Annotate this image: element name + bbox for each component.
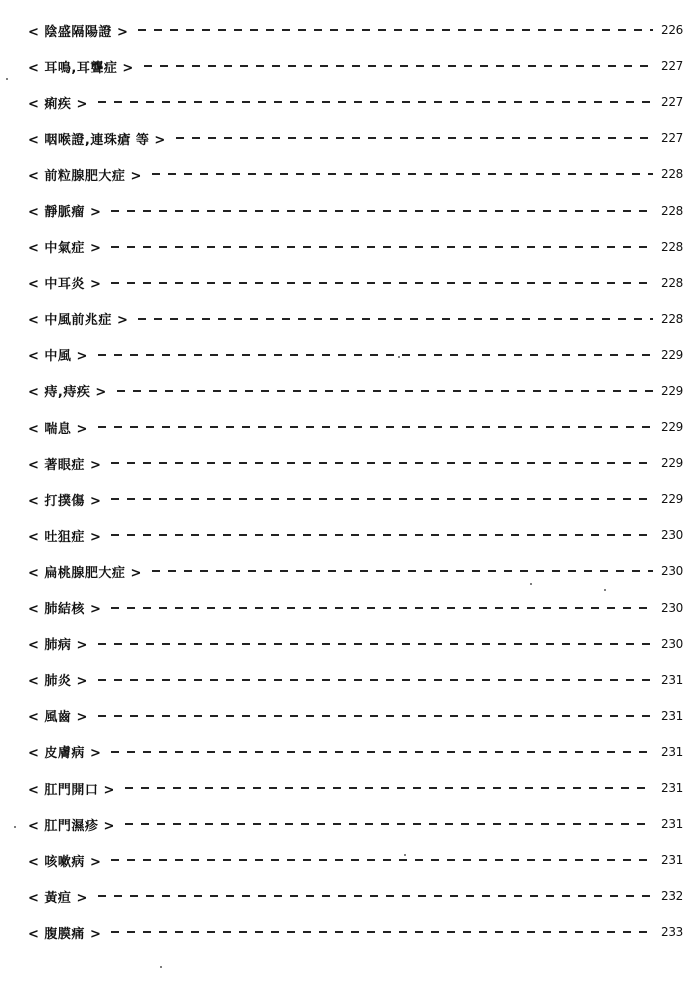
scan-speck	[160, 966, 162, 968]
toc-entry	[28, 84, 683, 120]
toc-entry-title: < 皮膚病 >	[28, 746, 102, 762]
toc-entry-page: 228	[660, 311, 683, 326]
toc-entry-title: < 靜脈瘤 >	[28, 205, 102, 221]
toc-entry-page: 231	[660, 853, 683, 868]
toc-entry-title: < 前粒腺肥大症 >	[28, 168, 142, 184]
toc-entry-title: < 黃疸 >	[28, 890, 88, 906]
toc-entry-page: 231	[660, 744, 683, 759]
toc-entry-title: < 扁桃腺肥大症 >	[28, 565, 142, 581]
toc-entry	[28, 301, 683, 337]
toc-entry	[28, 120, 683, 156]
dot-leader	[98, 101, 653, 103]
toc-entry-page: 229	[660, 420, 683, 435]
dot-leader	[117, 390, 653, 392]
toc-entry	[28, 229, 683, 265]
toc-entry-page: 226	[660, 23, 683, 38]
toc-entry-title: < 痢疾 >	[28, 96, 88, 112]
toc-entry-page: 230	[660, 636, 683, 651]
toc-entry-title: < 肛門開口 >	[28, 782, 115, 798]
toc-entry-page: 230	[660, 528, 683, 543]
toc-entry-title: < 咳嗽病 >	[28, 854, 102, 870]
dot-leader	[111, 534, 653, 536]
toc-entry	[28, 806, 683, 842]
toc-entry-page: 229	[660, 347, 683, 362]
toc-entry-title: < 喘息 >	[28, 421, 88, 437]
dot-leader	[138, 318, 653, 320]
toc-entry-page: 231	[660, 781, 683, 796]
toc-entry-title: < 中耳炎 >	[28, 277, 102, 293]
dot-leader	[98, 895, 653, 897]
dot-leader	[111, 282, 653, 284]
toc-entry	[28, 481, 683, 517]
toc-entry-title: < 耳鳴,耳聾症 >	[28, 60, 134, 76]
dot-leader	[111, 246, 653, 248]
toc-entry	[28, 373, 683, 409]
dot-leader	[98, 679, 653, 681]
toc-entry-page: 227	[660, 131, 683, 146]
dot-leader	[152, 173, 653, 175]
toc-entry-title: < 中氣症 >	[28, 241, 102, 257]
toc-entry	[28, 626, 683, 662]
dot-leader	[111, 607, 653, 609]
toc-entry-page: 230	[660, 564, 683, 579]
toc-entry	[28, 192, 683, 228]
toc-entry	[28, 734, 683, 770]
toc-entry	[28, 409, 683, 445]
dot-leader	[98, 354, 653, 356]
toc-entry	[28, 878, 683, 914]
toc-entry-title: < 打撲傷 >	[28, 493, 102, 509]
toc-entry-page: 231	[660, 817, 683, 832]
toc-entry-title: < 痔,痔疾 >	[28, 385, 107, 401]
toc-entry	[28, 12, 683, 48]
toc-entry-title: < 咽喉證,連珠瘡 等 >	[28, 132, 166, 148]
toc-entry-title: < 肛門濕疹 >	[28, 818, 115, 834]
toc-entry	[28, 770, 683, 806]
toc-entry-page: 229	[660, 456, 683, 471]
toc-entry	[28, 590, 683, 626]
toc-entry-page: 227	[660, 95, 683, 110]
toc-entry-title: < 風齒 >	[28, 710, 88, 726]
dot-leader	[111, 751, 653, 753]
scan-speck	[604, 589, 606, 591]
dot-leader	[152, 570, 653, 572]
toc-entry	[28, 445, 683, 481]
dot-leader	[125, 787, 653, 789]
scan-speck	[530, 583, 532, 585]
toc-entry-title: < 肺結核 >	[28, 602, 102, 618]
toc-entry	[28, 553, 683, 589]
dot-leader	[138, 29, 653, 31]
dot-leader	[98, 643, 653, 645]
toc-entry	[28, 914, 683, 950]
toc-entry-title: < 吐狙症 >	[28, 529, 102, 545]
toc-entry	[28, 265, 683, 301]
toc-entry-page: 229	[660, 383, 683, 398]
dot-leader	[111, 462, 653, 464]
scan-speck	[6, 78, 8, 80]
toc-entry	[28, 156, 683, 192]
dot-leader	[98, 715, 653, 717]
toc-entry	[28, 698, 683, 734]
dot-leader	[111, 498, 653, 500]
dot-leader	[98, 426, 653, 428]
toc-entry-title: < 著眼症 >	[28, 457, 102, 473]
toc-entry-title: < 肺炎 >	[28, 674, 88, 690]
dot-leader	[176, 137, 653, 139]
toc-entry-page: 228	[660, 275, 683, 290]
toc-entry-title: < 腹膜痛 >	[28, 926, 102, 942]
scan-speck	[14, 826, 16, 828]
dot-leader	[111, 931, 653, 933]
toc-entry-page: 228	[660, 167, 683, 182]
dot-leader	[111, 859, 653, 861]
toc-entry-page: 231	[660, 672, 683, 687]
toc-entry-page: 228	[660, 239, 683, 254]
toc-entry	[28, 842, 683, 878]
toc-entry-title: < 中風前兆症 >	[28, 313, 129, 329]
toc-entry-page: 228	[660, 203, 683, 218]
toc-entry-title: < 陰盛隔陽證 >	[28, 24, 129, 40]
toc-entry-page: 227	[660, 59, 683, 74]
toc-entry-page: 233	[660, 925, 683, 940]
scan-speck	[437, 462, 439, 464]
dot-leader	[111, 210, 653, 212]
toc-entry-page: 231	[660, 708, 683, 723]
toc-entry	[28, 48, 683, 84]
toc-entry	[28, 662, 683, 698]
table-of-contents	[28, 12, 683, 950]
toc-entry-title: < 肺病 >	[28, 638, 88, 654]
toc-entry-page: 230	[660, 600, 683, 615]
toc-entry	[28, 517, 683, 553]
toc-entry-title: < 中風 >	[28, 349, 88, 365]
scan-speck	[404, 854, 406, 856]
toc-entry	[28, 337, 683, 373]
toc-entry-page: 229	[660, 492, 683, 507]
dot-leader	[125, 823, 653, 825]
dot-leader	[144, 65, 653, 67]
toc-entry-page: 232	[660, 889, 683, 904]
scan-speck	[398, 356, 400, 358]
